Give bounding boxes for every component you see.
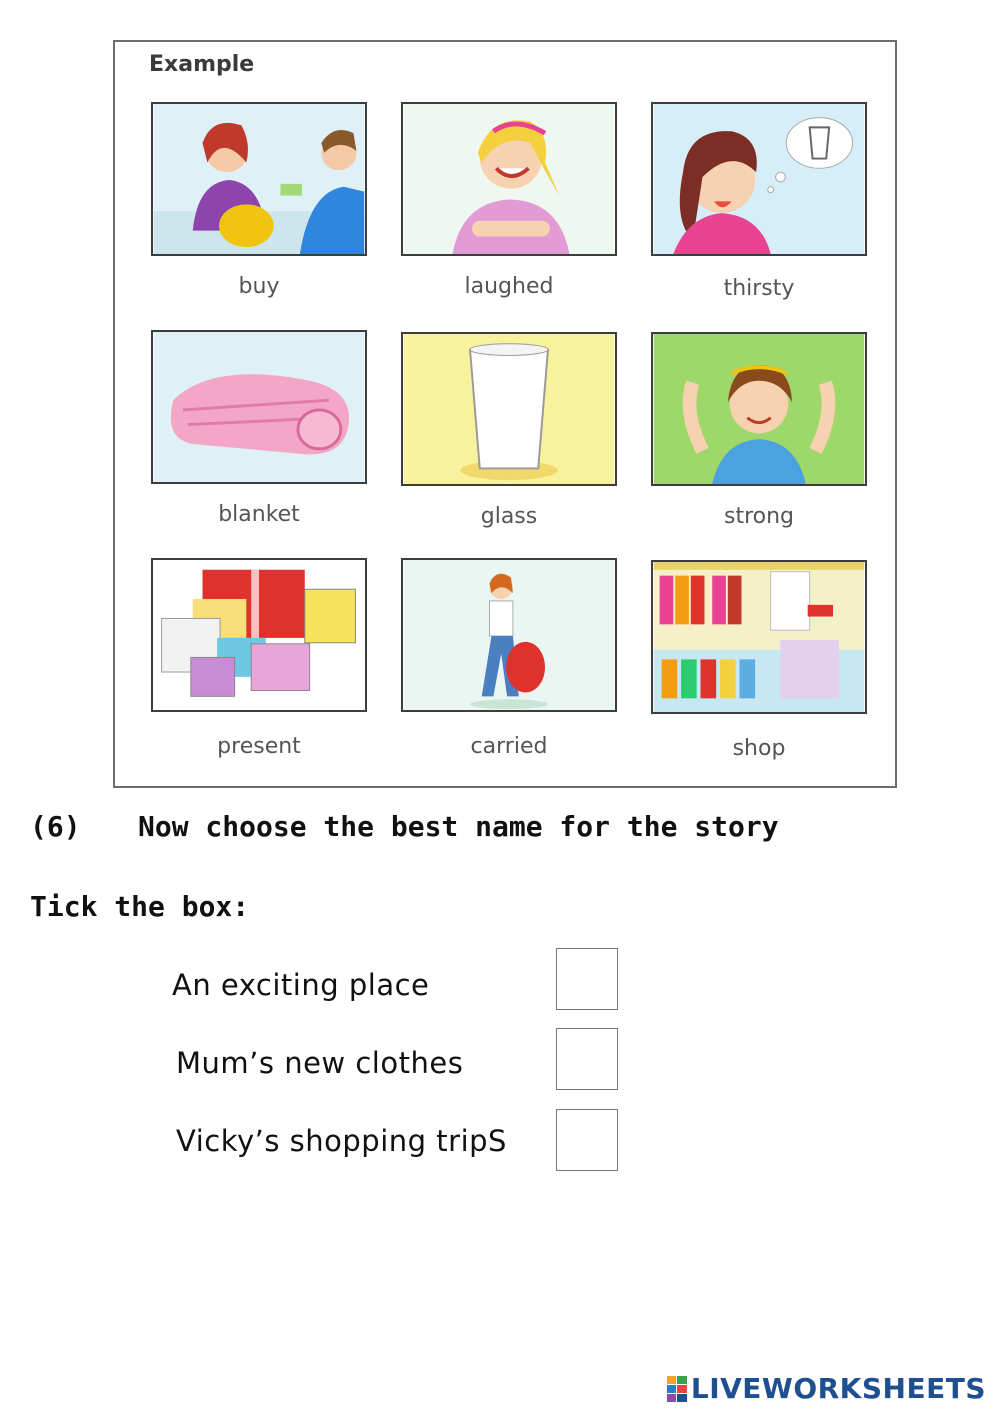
strong-girl-icon [651, 332, 867, 486]
thirsty-girl-icon [651, 102, 867, 256]
liveworksheets-logo [667, 1372, 986, 1405]
word-carried: carried [470, 734, 548, 759]
word-shop: shop [732, 736, 786, 761]
folded-blanket-icon [151, 330, 367, 484]
word-thirsty: thirsty [723, 276, 795, 301]
instruction: Tick the box: [30, 890, 250, 923]
word-glass: glass [480, 504, 538, 529]
option-label-3: Vicky’s shopping tripS [176, 1124, 507, 1158]
example-panel [113, 40, 897, 788]
shopping-scene-icon [151, 102, 367, 256]
question-number: (6) [30, 810, 81, 843]
glass-icon [401, 332, 617, 486]
question-text: Now choose the best name for the story [138, 810, 779, 843]
question [30, 810, 779, 843]
laughing-girl-icon [401, 102, 617, 256]
word-laughed: laughed [464, 274, 554, 299]
brand-name: LIVEWORKSHEETS [690, 1372, 986, 1405]
girl-carrying-bag-icon [401, 558, 617, 712]
option-label-2: Mum’s new clothes [176, 1046, 464, 1080]
word-blanket: blanket [218, 502, 300, 527]
tick-box-1[interactable] [556, 948, 618, 1010]
gift-boxes-icon [151, 558, 367, 712]
tick-box-2[interactable] [556, 1028, 618, 1090]
clothes-shop-icon [651, 560, 867, 714]
option-label-1: An exciting place [172, 968, 430, 1002]
example-title: Example [149, 52, 255, 77]
tick-box-3[interactable] [556, 1109, 618, 1171]
word-strong: strong [723, 504, 795, 529]
brand-mark-icon [667, 1376, 687, 1402]
word-present: present [217, 734, 301, 759]
word-buy: buy [238, 274, 280, 299]
